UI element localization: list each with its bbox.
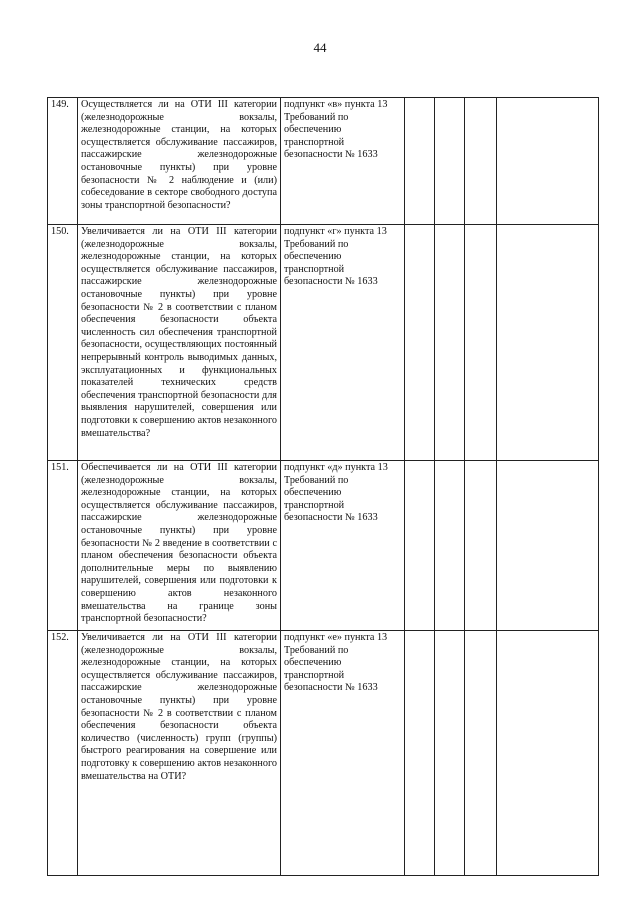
- notes-cell: [497, 225, 599, 461]
- answer-cell-yes: [405, 98, 435, 225]
- answer-cell-not-applicable: [465, 98, 497, 225]
- question-text: Увеличивается ли на ОТИ III категории (железнодорожные вокзалы, железнодорожные станции, на которых осуществляется обслуживание пассажиров, пассажирские железнодорожные остановочные пункты) при уровне безопасности № 2 в соответствии с планом обеспечения безопасности объекта количество (численность) групп (группы) быстрого реагирования на совершение или подготовку к совершению актов незаконного вмешательства на ОТИ?: [78, 631, 281, 876]
- question-text: Осуществляется ли на ОТИ III категории (железнодорожные вокзалы, железнодорожные станции, на которых осуществляется обслуживание пассажиров, пассажирские железнодорожные остановочные пункты) при уровне безопасности № 2 наблюдение и (или) собеседование в секторе свободного доступа зоны транспортной безопасности?: [78, 98, 281, 225]
- checklist-table: [47, 97, 599, 876]
- row-number: 149.: [48, 98, 78, 225]
- answer-cell-yes: [405, 631, 435, 876]
- table-row: [48, 631, 599, 876]
- row-number: 151.: [48, 461, 78, 631]
- answer-cell-no: [435, 225, 465, 461]
- answer-cell-not-applicable: [465, 461, 497, 631]
- notes-cell: [497, 461, 599, 631]
- table-row: [48, 461, 599, 631]
- question-text: Обеспечивается ли на ОТИ III категории (железнодорожные вокзалы, железнодорожные станции, на которых осуществляется обслуживание пассажиров, пассажирские железнодорожные остановочные пункты) при уровне безопасности № 2 введение в соответствии с планом обеспечения безопасности объекта дополнительные меры по выявлению нарушителей, совершения или подготовки к совершению актов незаконного вмешательства на границе зоны транспортной безопасности?: [78, 461, 281, 631]
- answer-cell-not-applicable: [465, 631, 497, 876]
- row-number: 150.: [48, 225, 78, 461]
- answer-cell-no: [435, 631, 465, 876]
- table-row: [48, 98, 599, 225]
- page-number: 44: [313, 40, 327, 55]
- notes-cell: [497, 631, 599, 876]
- question-text: Увеличивается ли на ОТИ III категории (железнодорожные вокзалы, железнодорожные станции, на которых осуществляется обслуживание пассажиров, пассажирские железнодорожные остановочные пункты) при уровне безопасности № 2 в соответствии с планом обеспечения безопасности объекта численность сил обеспечения транспортной безопасности, осуществляющих постоянный непрерывный контроль выводимых данных, эксплуатационных и функциональных показателей технических средств обеспечения транспортной безопасности для выявления нарушителей, совершения или подготовки к совершению актов незаконного вмешательства?: [78, 225, 281, 461]
- notes-cell: [497, 98, 599, 225]
- table-row: [48, 225, 599, 461]
- legal-reference: подпункт «е» пункта 13 Требований по обеспечению транспортной безопасности № 1633: [281, 631, 405, 876]
- answer-cell-no: [435, 98, 465, 225]
- answer-cell-yes: [405, 225, 435, 461]
- legal-reference: подпункт «г» пункта 13 Требований по обеспечению транспортной безопасности № 1633: [281, 225, 405, 461]
- answer-cell-no: [435, 461, 465, 631]
- answer-cell-yes: [405, 461, 435, 631]
- row-number: 152.: [48, 631, 78, 876]
- legal-reference: подпункт «в» пункта 13 Требований по обеспечению транспортной безопасности № 1633: [281, 98, 405, 225]
- answer-cell-not-applicable: [465, 225, 497, 461]
- legal-reference: подпункт «д» пункта 13 Требований по обеспечению транспортной безопасности № 1633: [281, 461, 405, 631]
